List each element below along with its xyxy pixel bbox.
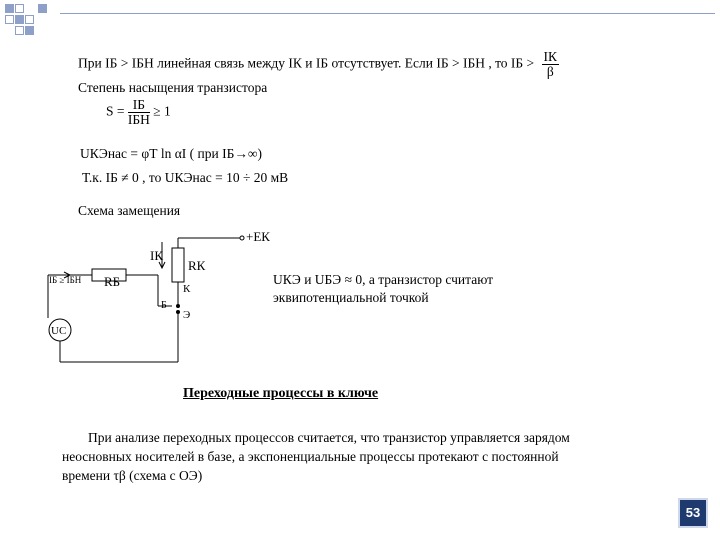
decor-square xyxy=(25,15,34,24)
paragraph-line-3: времени τβ (схема с ОЭ) xyxy=(62,468,203,483)
decor-square xyxy=(25,26,34,35)
text-line-1 xyxy=(78,50,559,79)
fraction-denominator: IБН xyxy=(127,112,150,127)
text-line-tk: Т.к. IБ ≠ 0 , то UКЭнас = 10 ÷ 20 мВ xyxy=(82,170,289,185)
formula-s-fraction xyxy=(128,98,150,127)
paragraph-line-2: неосновных носителей в базе, а экспоненциальные процессы протекают с постоянной xyxy=(62,449,559,464)
fraction-denominator: β xyxy=(546,64,554,79)
formula-s-rhs: ≥ 1 xyxy=(153,103,171,119)
label-ik: IК xyxy=(150,248,163,263)
label-b: Б xyxy=(161,300,167,311)
decor-square xyxy=(15,26,24,35)
formula-saturation xyxy=(106,98,171,127)
label-ek: +EК xyxy=(246,229,270,244)
header-decoration xyxy=(0,0,60,60)
decor-square xyxy=(5,4,14,13)
formula-s-lhs: S = xyxy=(106,103,125,119)
emitter-node xyxy=(176,310,180,314)
paragraph-line-1: При анализе переходных процессов считается, что транзистор управляется зарядом xyxy=(88,430,570,445)
line1-fraction xyxy=(542,50,560,79)
fraction-numerator: IБ xyxy=(128,98,150,113)
label-rb: RБ xyxy=(104,274,121,289)
fraction-numerator: IК xyxy=(543,49,558,64)
collector-node xyxy=(176,304,180,308)
decor-square xyxy=(15,4,24,13)
label-rk: RК xyxy=(188,258,206,273)
supply-terminal xyxy=(240,236,244,240)
label-ib: IБ ≥ IБН xyxy=(49,275,82,285)
decor-square xyxy=(15,15,24,24)
equivalent-circuit xyxy=(40,220,270,380)
label-e: Э xyxy=(183,309,191,321)
side-note-line-2: эквипотенциальной точкой xyxy=(273,290,429,305)
header-rule xyxy=(60,13,715,14)
schema-title: Схема замещения xyxy=(78,203,181,218)
label-uc: UС xyxy=(51,325,67,337)
section-heading: Переходные процессы в ключе xyxy=(183,386,379,401)
line1-text: При IБ > IБН линейная связь между IК и IБ отсутствует. Если IБ > IБН , то IБ > xyxy=(78,55,535,71)
rk-resistor xyxy=(172,248,184,282)
page-number-badge: 53 xyxy=(678,498,708,528)
formula-ukenas: UКЭнас = φТ ln αI ( при IБ→∞) xyxy=(80,146,262,161)
label-k: К xyxy=(183,283,191,295)
decor-square xyxy=(5,15,14,24)
decor-square xyxy=(38,4,47,13)
text-line-2: Степень насыщения транзистора xyxy=(78,80,268,95)
side-note-line-1: UКЭ и UБЭ ≈ 0, а транзистор считают xyxy=(273,272,494,287)
